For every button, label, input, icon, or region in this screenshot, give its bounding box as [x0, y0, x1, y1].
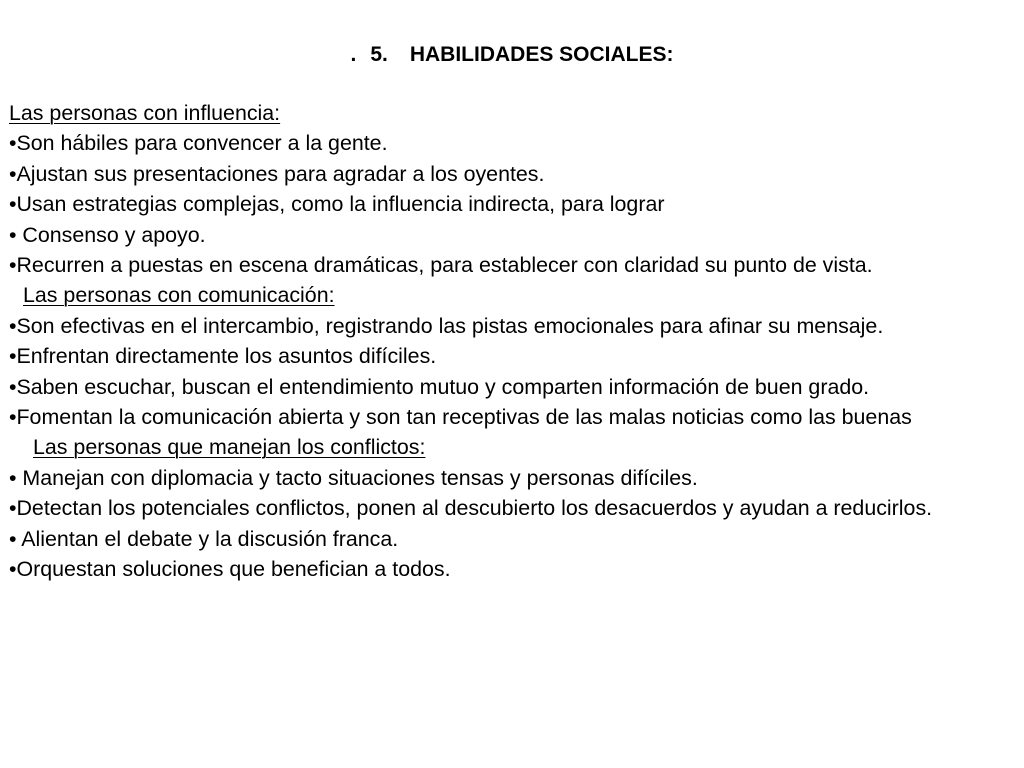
list-item: •Fomentan la comunicación abierta y son tan receptivas de las malas noticias como las buenas	[9, 405, 912, 430]
slide-body	[9, 98, 1019, 585]
list-item: •Son efectivas en el intercambio, registrando las pistas emocionales para afinar su mensaje.	[9, 313, 884, 338]
slide-title	[0, 40, 1024, 70]
list-item: •Orquestan soluciones que benefician a todos.	[9, 557, 451, 582]
section-heading-conflicts: Las personas que manejan los conflictos:	[33, 435, 426, 460]
list-item: •Enfrentan directamente los asuntos difíciles.	[9, 344, 437, 369]
list-item: •Recurren a puestas en escena dramáticas, para establecer con claridad su punto de vista.	[9, 253, 873, 278]
list-item: •Saben escuchar, buscan el entendimiento mutuo y comparten información de buen grado.	[9, 374, 870, 399]
list-item: •Ajustan sus presentaciones para agradar a los oyentes.	[9, 161, 545, 186]
title-prefix: .	[350, 43, 357, 66]
section-conflicts	[9, 432, 1019, 584]
list-item: •Detectan los potenciales conflictos, ponen al descubierto los desacuerdos y ayudan a reducirlos.	[9, 496, 933, 521]
section-heading-communication: Las personas con comunicación:	[23, 283, 335, 308]
title-number: 5.	[370, 43, 388, 66]
list-item: • Consenso y apoyo.	[9, 222, 206, 247]
list-item: • Manejan con diplomacia y tacto situaciones tensas y personas difíciles.	[9, 465, 698, 490]
section-heading-influence: Las personas con influencia:	[9, 101, 281, 125]
list-item: • Alientan el debate y la discusión franca.	[9, 526, 399, 551]
list-item: •Usan estrategias complejas, como la influencia indirecta, para lograr	[9, 192, 665, 217]
list-item: •Son hábiles para convencer a la gente.	[9, 131, 388, 156]
section-communication	[9, 280, 1019, 432]
section-influence	[9, 98, 1019, 280]
title-text: HABILIDADES SOCIALES:	[409, 43, 674, 66]
